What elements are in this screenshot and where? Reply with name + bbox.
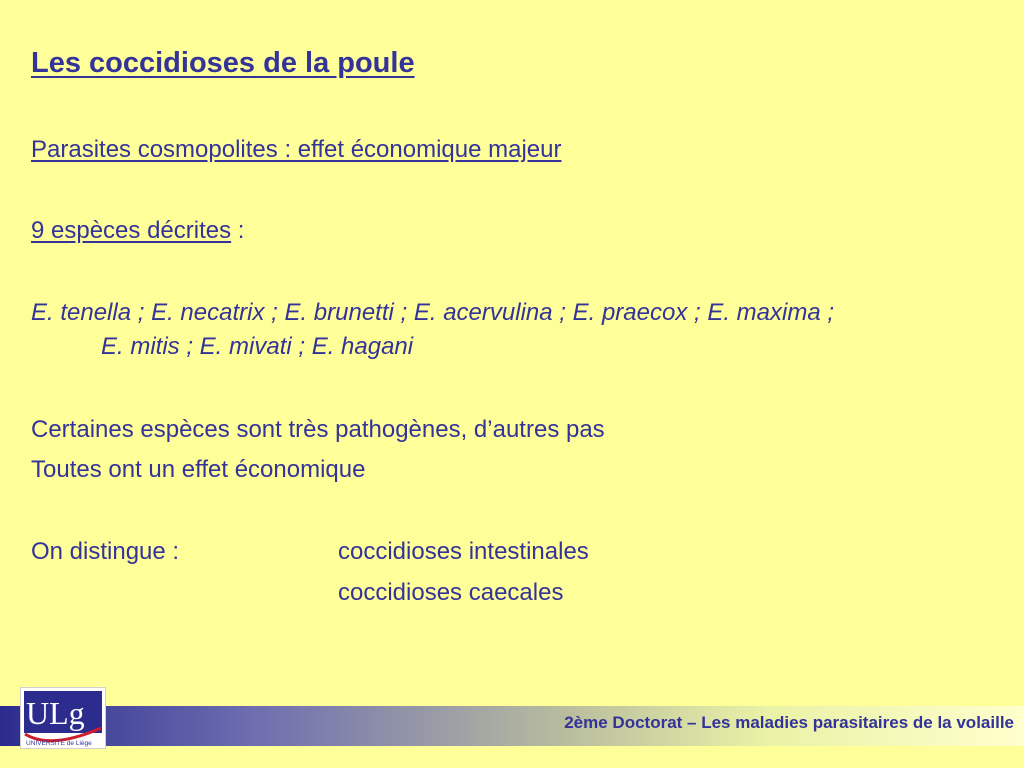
species-line-2: E. mitis ; E. mivati ; E. hagani bbox=[101, 333, 414, 360]
species-list bbox=[31, 296, 1011, 364]
slide-title: Les coccidioses de la poule bbox=[31, 47, 415, 79]
species-label: 9 espèces décrites bbox=[31, 217, 232, 244]
subtitle-line bbox=[31, 133, 562, 167]
species-line-1: E. tenella ; E. necatrix ; E. brunetti ; E. acervulina ; E. praecox ; E. maxima ; bbox=[31, 299, 835, 326]
logo-caption: UNIVERSITÉ de Liège bbox=[26, 740, 92, 747]
logo-text: ULg bbox=[26, 695, 85, 731]
species-heading bbox=[31, 214, 244, 248]
footer-text: 2ème Doctorat – Les maladies parasitaires de la volaille bbox=[564, 713, 1014, 732]
species-label-suffix: : bbox=[231, 217, 245, 244]
economic-line: Toutes ont un effet économique bbox=[31, 456, 366, 483]
subtitle-text: Parasites cosmopolites : effet économique majeur bbox=[31, 136, 562, 163]
distinguish-item-intestinal: coccidioses intestinales bbox=[338, 538, 589, 565]
pathogen-line: Certaines espèces sont très pathogènes, d’autres pas bbox=[31, 416, 605, 443]
university-logo bbox=[21, 688, 105, 748]
distinguish-label: On distingue : bbox=[31, 538, 180, 565]
distinguish-item-caecal: coccidioses caecales bbox=[338, 579, 564, 606]
ulg-logo-icon bbox=[21, 688, 105, 748]
